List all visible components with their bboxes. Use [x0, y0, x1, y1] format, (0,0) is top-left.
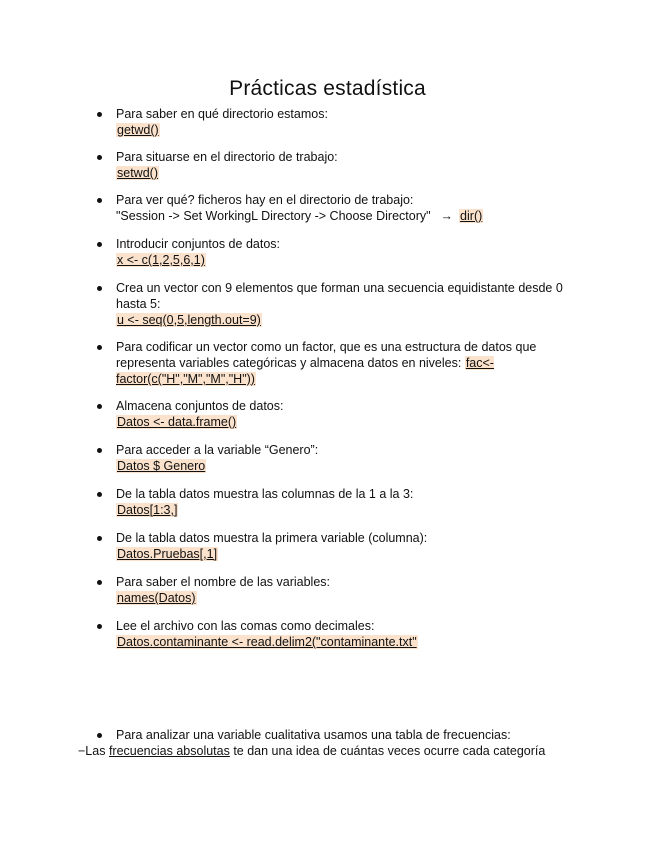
- item-text: Almacena conjuntos de datos:: [116, 399, 284, 413]
- list-item: [94, 149, 584, 181]
- item-text: Para saber el nombre de las variables:: [116, 575, 331, 589]
- list-item: [94, 727, 606, 743]
- code-snippet: getwd(): [117, 123, 159, 137]
- code-snippet: Datos $ Genero: [117, 459, 206, 473]
- code-snippet: names(Datos): [117, 591, 196, 605]
- item-text: Para ver qué? ficheros hay en el directorio de trabajo:: [116, 193, 414, 207]
- list-item: [94, 574, 584, 606]
- item-text: Crea un vector con 9 elementos que forman una secuencia equidistante desde 0 hasta 5:: [116, 281, 563, 311]
- bullet-icon: [97, 733, 102, 738]
- bullet-icon: [97, 286, 102, 291]
- list-item: [94, 486, 584, 518]
- bullet-icon: [97, 580, 102, 585]
- list-item: [94, 280, 584, 328]
- list-item: [94, 398, 584, 430]
- bullet-icon: [97, 198, 102, 203]
- bullet-icon: [97, 624, 102, 629]
- bullet-icon: [97, 448, 102, 453]
- paragraph: [78, 743, 545, 759]
- code-snippet: x <- c(1,2,5,6,1): [117, 253, 205, 267]
- code-snippet: Datos.contaminante <- read.delim2("contaminante.txt": [117, 635, 417, 649]
- item-text: Para codificar un vector como un factor, que es una estructura de datos que representa variables categóricas y almacena datos en niveles:: [116, 340, 537, 370]
- code-snippet: Datos.Pruebas[,1]: [117, 547, 218, 561]
- item-text: Introducir conjuntos de datos:: [116, 237, 280, 251]
- item-text: Para acceder a la variable “Genero”:: [116, 443, 319, 457]
- code-snippet: Datos[1:3,]: [117, 503, 178, 517]
- list-item: [94, 618, 584, 650]
- code-snippet: setwd(): [117, 166, 158, 180]
- list-item: [94, 530, 584, 562]
- bullet-icon: [97, 242, 102, 247]
- bullet-icon: [97, 404, 102, 409]
- code-snippet: Datos <- data.frame(): [117, 415, 237, 429]
- item-text: De la tabla datos muestra la primera variable (columna):: [116, 531, 428, 545]
- frecuencias-link[interactable]: frecuencias absolutas: [108, 744, 230, 758]
- code-snippet: dir(): [460, 209, 483, 223]
- bullet-icon: [97, 345, 102, 350]
- item-text: De la tabla datos muestra las columnas de la 1 a la 3:: [116, 487, 414, 501]
- page-title: Prácticas estadística: [229, 77, 426, 100]
- item-text: Lee el archivo con las comas como decimales:: [116, 619, 375, 633]
- bullet-icon: [97, 536, 102, 541]
- list-item: [94, 442, 584, 474]
- paragraph-suffix: te dan una idea de cuántas veces ocurre cada categoría: [229, 744, 546, 758]
- item-text: Para analizar una variable cualitativa usamos una tabla de frecuencias:: [116, 728, 511, 742]
- list-item: [94, 192, 584, 224]
- bullet-icon: [97, 112, 102, 117]
- code-snippet: u <- seq(0,5,length.out=9): [117, 313, 261, 327]
- item-text: Para situarse en el directorio de trabajo:: [116, 150, 338, 164]
- list-item: [94, 106, 584, 138]
- item-text: Para saber en qué directorio estamos:: [116, 107, 328, 121]
- list-item: [94, 236, 584, 268]
- arrow-icon: →: [440, 209, 454, 223]
- command-list: [94, 106, 584, 650]
- menu-path: "Session -> Set WorkingL Directory -> Choose Directory": [116, 209, 431, 223]
- paragraph-prefix: −Las: [78, 744, 109, 758]
- bullet-icon: [97, 155, 102, 160]
- bullet-icon: [97, 492, 102, 497]
- list-item: [94, 339, 584, 387]
- code-snippet: fac<-factor(c("H","M","M","H")): [116, 356, 494, 386]
